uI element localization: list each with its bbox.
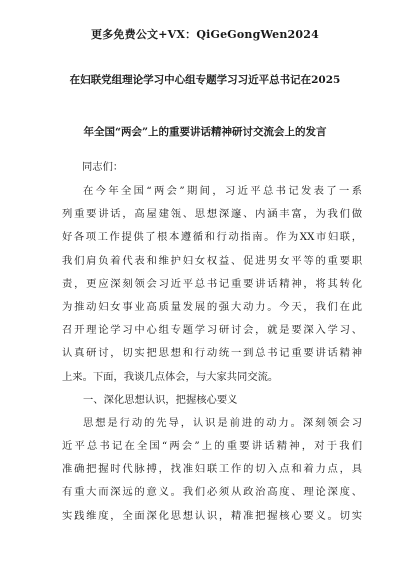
- title-line-1: 在妇联党组理论学习中心组专题学习习近平总书记在2025: [69, 74, 341, 86]
- section-heading: 一、深化思想认识，把握核心要义: [83, 393, 238, 406]
- header-note: 更多免费公文+VX：QiGeGongWen2024: [91, 28, 319, 41]
- body-line: 好各项工作提供了根本遵循和行动指南。作为XX市妇联，: [62, 231, 362, 244]
- body-line: 思想是行动的先导，认识是前进的动力。深刻领会习: [83, 416, 362, 429]
- body-text: [62, 180, 362, 528]
- body-line: 准确把握时代脉搏，找准妇联工作的切入点和着力点，具: [62, 463, 362, 476]
- body-line: 责，更应深刻领会习近平总书记重要讲话精神，将其转化: [62, 277, 362, 290]
- body-line: 近平总书记在全国“两会”上的重要讲话精神，对于我们: [62, 440, 362, 453]
- body-line: 上来。下面，我谈几点体会，与大家共同交流。: [62, 370, 279, 383]
- body-line: 认真研讨，切实把思想和行动统一到总书记重要讲话精神: [62, 347, 362, 360]
- body-line: 实践维度，全面深化思想认识，精准把握核心要义。切实: [62, 509, 362, 522]
- greeting: 同志们：: [82, 161, 124, 173]
- body-line: 列重要讲话，高屋建瓴、思想深邃、内涵丰富，为我们做: [62, 208, 362, 221]
- body-line: 召开理论学习中心组专题学习研讨会，就是要深入学习、: [62, 324, 362, 337]
- body-line: 在今年全国“两会”期间，习近平总书记发表了一系: [83, 185, 362, 197]
- body-line: 有重大而深远的意义。我们必须从政治高度、理论深度、: [62, 486, 362, 499]
- title-line-2: 年全国“两会”上的重要讲话精神研讨交流会上的发言: [83, 126, 327, 138]
- body-line: 我们肩负着代表和维护妇女权益、促进男女平等的重要职: [62, 254, 362, 267]
- body-line: 为推动妇女事业高质量发展的强大动力。今天，我们在此: [62, 300, 362, 313]
